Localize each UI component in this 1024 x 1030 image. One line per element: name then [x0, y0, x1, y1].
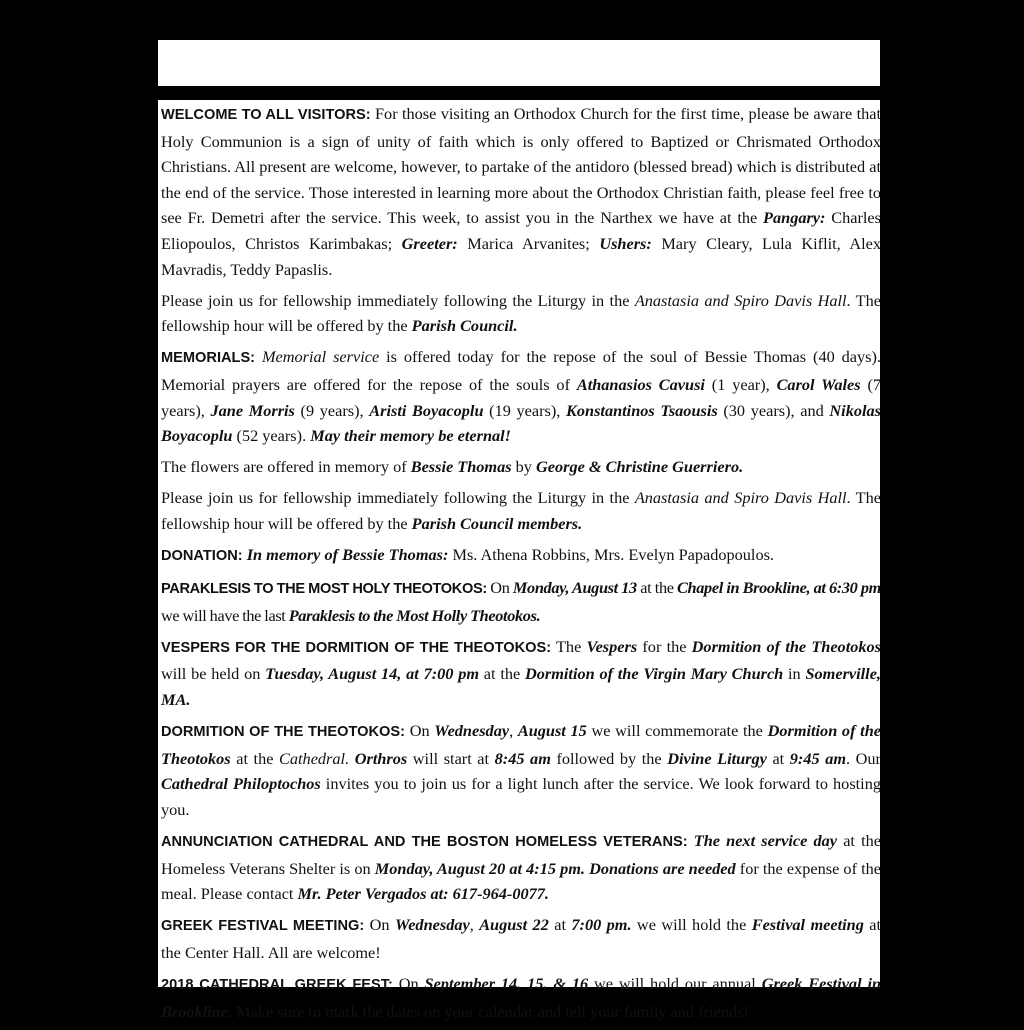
greek-fest-paragraph	[161, 971, 881, 1024]
greek-fest-dates: September 14, 15, & 16	[424, 973, 589, 993]
flowers-text: The flowers are offered in memory of	[161, 457, 411, 477]
donation-paragraph	[161, 542, 881, 570]
visitors-heading: WELCOME TO ALL VISITORS:	[161, 107, 371, 123]
greeter-label: Greeter:	[401, 233, 458, 253]
fellowship-text-2: . The fellowship hour will be offered by the	[161, 290, 881, 336]
redaction-left	[0, 0, 158, 987]
memorial-years-4: (19 years),	[483, 400, 567, 420]
paraklesis-paragraph	[161, 575, 881, 628]
memorial-years-5: (30 years), and	[717, 400, 830, 420]
dormition-date: August 15	[517, 721, 587, 741]
veterans-text-2: for the expense of the meal. Please contact	[161, 858, 881, 904]
greek-fest-text-2: we will hold our annual	[588, 973, 762, 993]
bulletin-announcements	[161, 101, 881, 1030]
memorial-name-1: Athanasios Cavusi	[576, 374, 705, 394]
dormition-text-4: will start at	[407, 748, 495, 768]
dormition-philoptochos: Cathedral Philoptochos	[161, 774, 321, 794]
paraklesis-text: On	[486, 578, 513, 598]
vespers-text-4: at the	[479, 664, 525, 684]
vespers-church: Dormition of the Virgin Mary Church	[525, 664, 784, 684]
fellowship-hall: Anastasia and Spiro Davis Hall	[634, 290, 847, 310]
memorial-years-1: (1 year),	[704, 374, 777, 394]
pangary-names: Charles Eliopoulos, Christos Karimbakas;	[161, 208, 881, 253]
festival-meeting-comma: ,	[469, 915, 480, 935]
memorial-service: Memorial service	[261, 347, 380, 367]
vespers-text: The	[551, 636, 587, 656]
memorial-years-2: (7 years),	[161, 374, 882, 420]
dormition-paragraph	[161, 718, 881, 822]
memorials-paragraph	[161, 344, 881, 448]
redaction-bar	[158, 86, 880, 100]
memorial-closing: May their memory be eternal!	[310, 426, 511, 446]
festival-meeting-text-3: we will hold the	[631, 915, 752, 935]
festival-meeting-date: August 22	[479, 915, 549, 935]
vespers-paragraph	[161, 634, 881, 713]
fellowship-paragraph-2	[161, 485, 881, 536]
fellowship2-hall: Anastasia and Spiro Davis Hall	[634, 488, 847, 508]
dormition-orthros: Orthros	[354, 748, 408, 768]
veterans-heading: ANNUNCIATION CATHEDRAL AND THE BOSTON HOMELESS VETERANS:	[161, 833, 688, 850]
fellowship-paragraph	[161, 288, 881, 339]
redaction-right	[880, 0, 1024, 987]
paraklesis-heading: PARAKLESIS TO THE MOST HOLY THEOTOKOS:	[161, 581, 487, 598]
dormition-comma: ,	[509, 721, 518, 741]
veterans-paragraph	[161, 828, 881, 907]
flowers-text-2: by	[511, 457, 536, 477]
donation-names: Ms. Athena Robbins, Mrs. Evelyn Papadopoulos.	[448, 545, 775, 564]
paraklesis-service: Paraklesis to the Most Holly Theotokos.	[288, 605, 541, 625]
greeter-names: Marica Arvanites;	[457, 233, 600, 253]
dormition-liturgy: Divine Liturgy	[667, 748, 767, 768]
festival-meeting-text-4: at the Center Hall. All are welcome!	[161, 915, 881, 962]
dormition-text-2: we will commemorate the	[586, 721, 768, 741]
paraklesis-date: Monday, August 13	[512, 578, 637, 598]
vespers-city: Somerville, MA.	[161, 664, 881, 709]
festival-meeting-name: Festival meeting	[751, 915, 864, 935]
donation-heading: DONATION:	[161, 548, 243, 564]
donation-memory: In memory of Bessie Thomas:	[246, 545, 449, 564]
visitors-paragraph	[161, 101, 881, 282]
fellowship-text: Please join us for fellowship immediately following the Liturgy in the	[161, 290, 635, 310]
flowers-paragraph	[161, 454, 881, 480]
dormition-feast: Dormition of the Theotokos	[161, 721, 881, 768]
vespers-text-2: for the	[637, 636, 692, 656]
memorial-name-6: Nikolas Boyacoplu	[161, 400, 881, 446]
vespers-date: Tuesday, August 14, at 7:00 pm	[265, 664, 480, 684]
vespers-text-5: in	[783, 664, 806, 684]
veterans-next: The next service day	[693, 830, 838, 850]
fellowship2-host: Parish Council members.	[411, 513, 583, 533]
festival-meeting-heading: GREEK FESTIVAL MEETING:	[161, 918, 365, 935]
dormition-text: On	[405, 721, 435, 741]
festival-meeting-time: 7:00 pm.	[571, 915, 632, 935]
pangary-label: Pangary:	[763, 208, 826, 228]
memorial-years-3: (9 years),	[294, 400, 370, 420]
fellowship2-text: Please join us for fellowship immediately following the Liturgy in the	[161, 488, 635, 508]
dormition-text-7: . Our	[846, 748, 881, 768]
festival-meeting-text: On	[364, 915, 395, 935]
paraklesis-text-3: we will have the last	[161, 605, 289, 625]
festival-meeting-day: Wednesday	[394, 915, 470, 935]
festival-meeting-paragraph	[161, 912, 881, 965]
fellowship2-text-2: . The fellowship hour will be offered by the	[161, 488, 881, 533]
dormition-time-2: 9:45 am	[789, 748, 847, 768]
dormition-text-3: at the	[230, 748, 280, 768]
veterans-text: at the Homeless Veterans Shelter is on	[161, 830, 881, 878]
flowers-memory-name: Bessie Thomas	[410, 457, 512, 477]
festival-meeting-text-2: at	[548, 915, 572, 935]
dormition-text-6: at	[766, 748, 790, 768]
paraklesis-place: Chapel in Brookline, at 6:30 pm	[677, 578, 881, 598]
ushers-label: Ushers:	[599, 233, 652, 253]
veterans-date: Monday, August 20 at 4:15 pm. Donations are needed	[374, 858, 736, 878]
ushers-names: Mary Cleary, Lula Kiflit, Alex Mavradis, Teddy Papaslis.	[161, 233, 881, 279]
greek-fest-text-3: . Make sure to mark the dates on your calendar and tell your family and friends!	[227, 1001, 749, 1021]
memorials-space	[255, 347, 262, 366]
vespers-heading: VESPERS FOR THE DORMITION OF THE THEOTOKOS:	[161, 639, 552, 656]
memorial-name-3: Jane Morris	[210, 400, 295, 420]
vespers-feast: Dormition of the Theotokos	[691, 636, 881, 656]
fellowship-host: Parish Council.	[411, 316, 518, 336]
memorials-heading: MEMORIALS:	[161, 350, 256, 367]
memorial-name-5: Konstantinos Tsaousis	[566, 400, 718, 420]
paraklesis-text-2: at the	[636, 578, 678, 598]
flowers-donors: George & Christine Guerriero.	[536, 457, 744, 477]
vespers-name: Vespers	[586, 636, 638, 656]
memorial-years-6: (52 years).	[232, 426, 311, 446]
visitors-text: For those visiting an Orthodox Church for the first time, please be aware that Holy Communion is a sign of unity of faith which is only offered to Baptized or Chrismated Orthodox Christians. All present are welcome, however, to partake of the antidoro (blessed bread) which is distributed at the end of the service. Those interested in learning more about the Orthodox Christian faith, please feel free to see Fr. Demetri after the service. This week, to assist you in the Narthex we have at the	[161, 104, 881, 228]
greek-fest-text: On	[392, 973, 425, 993]
dormition-time-1: 8:45 am	[494, 748, 551, 768]
dormition-cathedral: Cathedral.	[279, 748, 350, 768]
veterans-contact: Mr. Peter Vergados at: 617-964-0077.	[297, 884, 549, 904]
vespers-text-3: will be held on	[161, 664, 266, 684]
dormition-heading: DORMITION OF THE THEOTOKOS:	[161, 724, 406, 741]
dormition-day: Wednesday	[434, 721, 510, 741]
greek-fest-heading: 2018 CATHEDRAL GREEK FEST:	[161, 976, 393, 993]
memorials-text: is offered today for the repose of the soul of Bessie Thomas (40 days). Memorial prayers are offered for the repose of the souls of	[161, 347, 881, 394]
memorial-name-2: Carol Wales	[776, 374, 861, 394]
greek-fest-name: Greek Festival in Brookline	[161, 973, 882, 1021]
dormition-text-8: invites you to join us for a light lunch after the service. We look forward to hosting you.	[161, 774, 881, 819]
dormition-text-5: followed by the	[550, 748, 668, 768]
memorial-name-4: Aristi Boyacoplu	[369, 400, 484, 420]
